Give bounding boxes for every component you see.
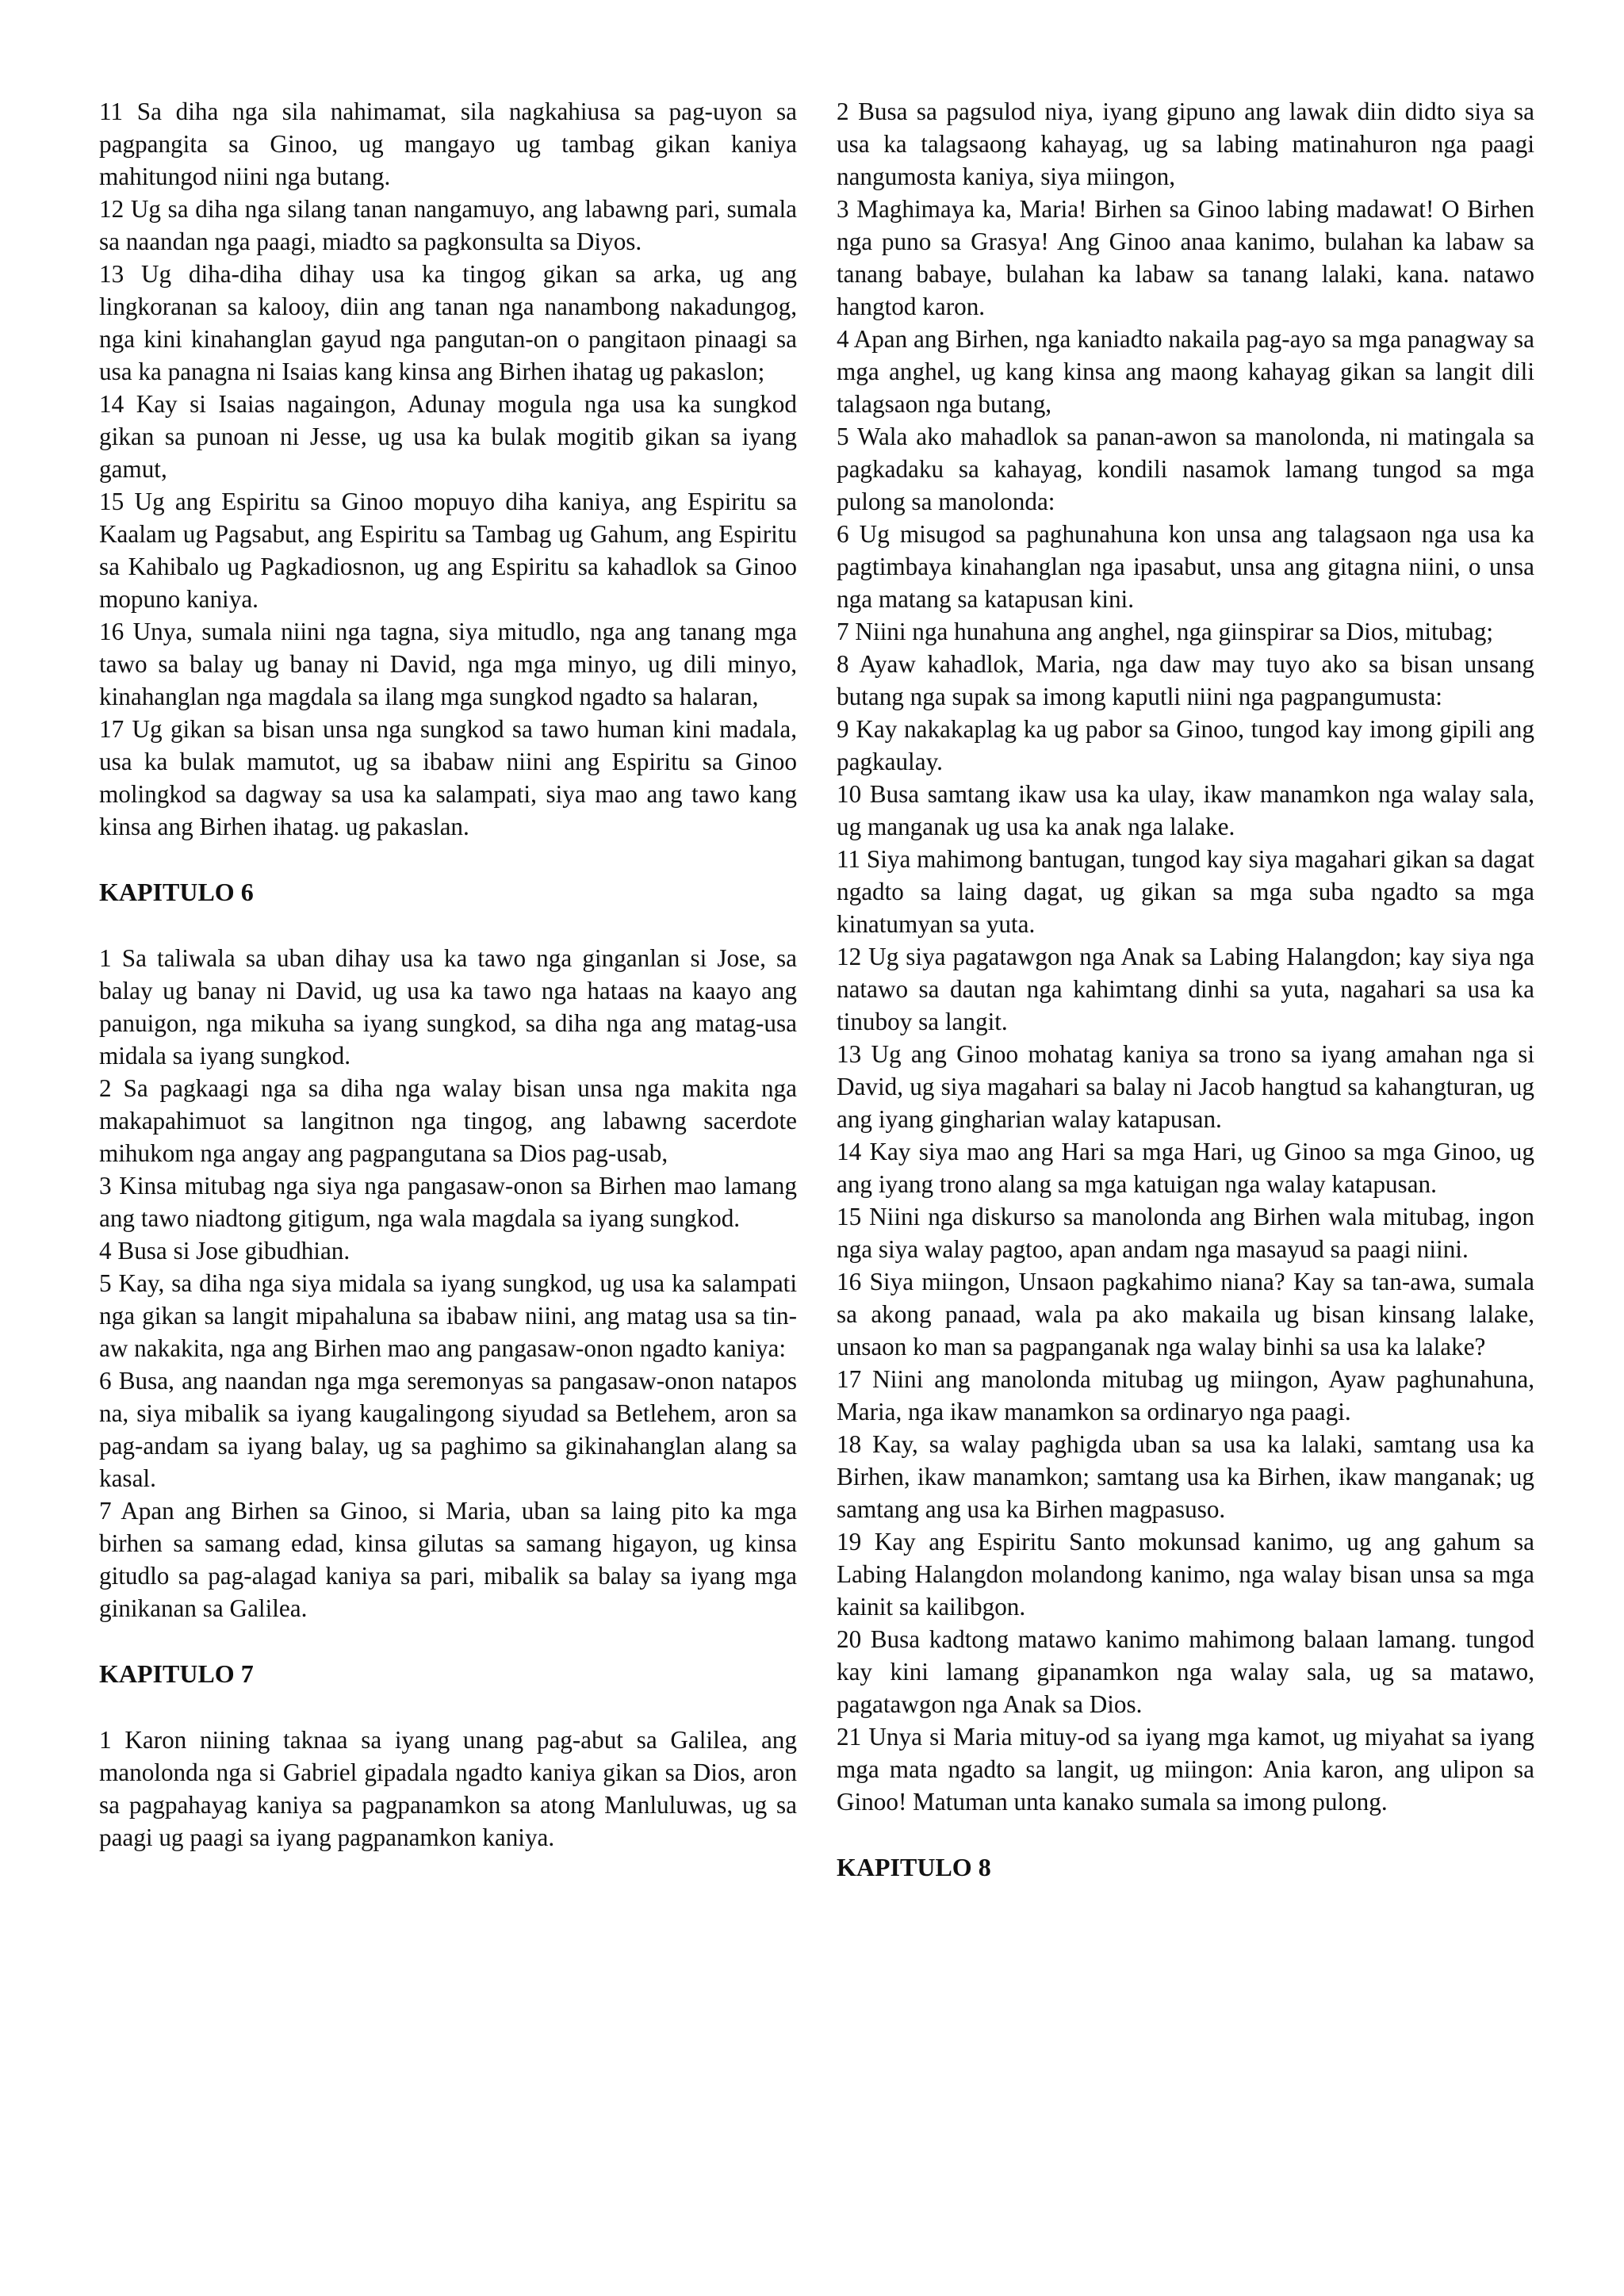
verse-paragraph: 16 Unya, sumala niini nga tagna, siya mitudlo, nga ang tanang mga tawo sa balay ug banay ni David, nga mga minyo, ug dili minyo, kinahanglan nga magdala sa ilang mga sungkod ngadto sa halaran, [99,618,797,710]
verse-paragraph: 7 Apan ang Birhen sa Ginoo, si Maria, uban sa laing pito ka mga birhen sa samang edad, kinsa gilutas sa samang higayon, ug kinsa gitudlo sa pag-alagad kaniya sa pari, mibalik sa balay sa iyang mga ginikanan sa Galilea. [99,1497,797,1622]
verse-paragraph: 2 Sa pagkaagi nga sa diha nga walay bisan unsa nga makita nga makapahimuot sa langitnon nga tingog, ang labawng sacerdote mihukom nga angay ang pagpangutana sa Dios pag-usab, [99,1074,797,1167]
verse-paragraph: 18 Kay, sa walay paghigda uban sa usa ka lalaki, samtang usa ka Birhen, ikaw manamkon; samtang usa ka Birhen, ikaw manganak; ug samtang ang usa ka Birhen magpasuso. [837,1430,1534,1523]
verse-paragraph: 3 Maghimaya ka, Maria! Birhen sa Ginoo labing madawat! O Birhen nga puno sa Grasya! Ang Ginoo anaa kanimo, bulahan ka labaw sa tanang babaye, bulahan ka labaw sa tanang lalaki, kana. natawo hangtod karon. [837,195,1534,320]
verse-paragraph: 16 Siya miingon, Unsaon pagkahimo niana? Kay sa tan-awa, sumala sa akong panaad, wala pa ako makaila ug bisan kinsang lalake, unsaon ko man sa pagpanganak nga walay binhi sa usa ka lalake? [837,1268,1534,1360]
verse-paragraph: 14 Kay siya mao ang Hari sa mga Hari, ug Ginoo sa mga Ginoo, ug ang iyang trono alang sa mga katuigan nga walay katapusan. [837,1138,1534,1198]
verse-paragraph: 6 Busa, ang naandan nga mga seremonyas sa pangasaw-onon natapos na, siya mibalik sa iyang kaugalingong siyudad sa Betlehem, aron sa pag-andam sa iyang balay, ug sa paghimo sa gikinahanglan alang sa kasal. [99,1367,797,1492]
verse-paragraph: 12 Ug siya pagatawgon nga Anak sa Labing Halangdon; kay siya nga natawo sa dautan nga kahimtang dinhi sa yuta, nagahari sa usa ka tinuboy sa langit. [837,943,1534,1035]
verse-paragraph: 12 Ug sa diha nga silang tanan nangamuyo, ang labawng pari, sumala sa naandan nga paagi, miadto sa pagkonsulta sa Diyos. [99,195,797,255]
verse-paragraph: 1 Karon niining taknaa sa iyang unang pag-abut sa Galilea, ang manolonda nga si Gabriel gipadala ngadto kaniya gikan sa Dios, aron sa pagpahayag kaniya sa pagpanamkon sa atong Manluluwas, ug sa paagi ug paagi sa iyang pagpanamkon kaniya. [99,1726,797,1851]
verse-paragraph: 6 Ug misugod sa paghunahuna kon unsa ang talagsaon nga usa ka pagtimbaya kinahanglan nga ipasabut, unsa ang gitagna niini, o unsa nga matang sa katapusan kini. [837,520,1534,613]
verse-paragraph: 10 Busa samtang ikaw usa ka ulay, ikaw manamkon nga walay sala, ug manganak ug usa ka anak nga lalake. [837,780,1534,840]
left-column [99,95,797,2236]
verse-paragraph: 11 Sa diha nga sila nahimamat, sila nagkahiusa sa pag-uyon sa pagpangita sa Ginoo, ug mangayo ug tambag gikan kaniya mahitungod niini nga butang. [99,98,797,190]
verse-paragraph: 9 Kay nakakaplag ka ug pabor sa Ginoo, tungod kay imong gipili ang pagkaulay. [837,715,1534,775]
verse-paragraph: 14 Kay si Isaias nagaingon, Adunay mogula nga usa ka sungkod gikan sa punoan ni Jesse, ug usa ka bulak mogitib gikan sa iyang gamut, [99,390,797,483]
verse-paragraph: 15 Ug ang Espiritu sa Ginoo mopuyo diha kaniya, ang Espiritu sa Kaalam ug Pagsabut, ang Espiritu sa Tambag ug Gahum, ang Espiritu sa Kahibalo ug Pagkadiosnon, ug ang Espiritu sa kahadlok sa Ginoo mopuno kaniya. [99,488,797,613]
right-column [837,95,1534,2236]
verse-paragraph: 11 Siya mahimong bantugan, tungod kay siya magahari gikan sa dagat ngadto sa laing dagat, ug gikan sa mga suba ngadto sa mga kinatumyan sa yuta. [837,845,1534,938]
verse-paragraph: 7 Niini nga hunahuna ang anghel, nga giinspirar sa Dios, mitubag; [837,618,1494,645]
verse-paragraph: 13 Ug diha-diha dihay usa ka tingog gikan sa arka, ug ang lingkoranan sa kalooy, diin ang tanan nga nanambong nakadungog, nga kini kinahanglan gayud nga pangutan-on o pangitaon pinaagi sa usa ka panagna ni Isaias kang kinsa ang Birhen ihatag ug pakaslon; [99,260,797,385]
document-page [99,95,1534,2236]
verse-paragraph: 8 Ayaw kahadlok, Maria, nga daw may tuyo ako sa bisan unsang butang nga supak sa imong kaputli niini nga pagpangumusta: [837,650,1534,710]
chapter-heading: KAPITULO 6 [99,878,254,906]
verse-paragraph: 17 Niini ang manolonda mitubag ug miingon, Ayaw paghunahuna, Maria, nga ikaw manamkon sa ordinaryo nga paagi. [837,1365,1534,1425]
verse-paragraph: 1 Sa taliwala sa uban dihay usa ka tawo nga ginganlan si Jose, sa balay ug banay ni David, ug usa ka tawo nga hataas na kaayo ang panuigon, nga mikuha sa iyang sungkod, sa diha nga ang matag-usa midala sa iyang sungkod. [99,944,797,1070]
verse-paragraph: 13 Ug ang Ginoo mohatag kaniya sa trono sa iyang amahan nga si David, ug siya magahari sa balay ni Jacob hangtud sa kahangturan, ug ang iyang gingharian walay katapusan. [837,1040,1534,1133]
verse-paragraph: 17 Ug gikan sa bisan unsa nga sungkod sa tawo human kini madala, usa ka bulak mamutot, ug sa ibabaw niini ang Espiritu sa Ginoo molingkod sa dagway sa usa ka salampati, siya mao ang tawo kang kinsa ang Birhen ihatag. ug pakaslan. [99,715,797,840]
verse-paragraph: 2 Busa sa pagsulod niya, iyang gipuno ang lawak diin didto siya sa usa ka talagsaong kahayag, ug sa labing matinahuron nga paagi nangumosta kaniya, siya miingon, [837,98,1534,190]
verse-paragraph: 4 Apan ang Birhen, nga kaniadto nakaila pag-ayo sa mga panagway sa mga anghel, ug kang kinsa ang maong kahayag gikan sa langit dili talagsaon nga butang, [837,325,1534,418]
verse-paragraph: 21 Unya si Maria mituy-od sa iyang mga kamot, ug miyahat sa iyang mga mata ngadto sa langit, ug miingon: Ania karon, ang ulipon sa Ginoo! Matuman unta kanako sumala sa imong pulong. [837,1723,1534,1816]
chapter-heading: KAPITULO 7 [99,1659,254,1688]
verse-paragraph: 20 Busa kadtong matawo kanimo mahimong balaan lamang. tungod kay kini lamang gipanamkon nga walay sala, ug sa matawo, pagatawgon nga Anak sa Dios. [837,1625,1534,1718]
verse-group [99,942,797,1624]
verse-paragraph: 3 Kinsa mitubag nga siya nga pangasaw-onon sa Birhen mao lamang ang tawo niadtong gitigum, nga wala magdala sa iyang sungkod. [99,1172,797,1232]
verse-paragraph: 15 Niini nga diskurso sa manolonda ang Birhen wala mitubag, ingon nga siya walay pagtoo, apan andam nga masayud sa paagi niini. [837,1203,1534,1263]
verse-paragraph: 5 Wala ako mahadlok sa panan-awon sa manolonda, ni matingala sa pagkadaku sa kahayag, kondili nasamok lamang tungod sa mga pulong sa manolonda: [837,423,1534,515]
verse-group [99,95,797,843]
chapter-heading: KAPITULO 8 [837,1853,991,1881]
verse-paragraph: 4 Busa si Jose gibudhian. [99,1237,350,1265]
verse-paragraph: 5 Kay, sa diha nga siya midala sa iyang sungkod, ug usa ka salampati nga gikan sa langit mipahaluna sa ibabaw niini, ang matag usa sa tin-aw nakakita, nga ang Birhen mao ang pangasaw-onon ngadto kaniya: [99,1269,797,1362]
verse-group [99,1724,797,1854]
verse-paragraph: 19 Kay ang Espiritu Santo mokunsad kanimo, ug ang gahum sa Labing Halangdon molandong kanimo, nga walay bisan unsa sa mga kainit sa kailibgon. [837,1528,1534,1621]
verse-group [837,95,1534,1818]
